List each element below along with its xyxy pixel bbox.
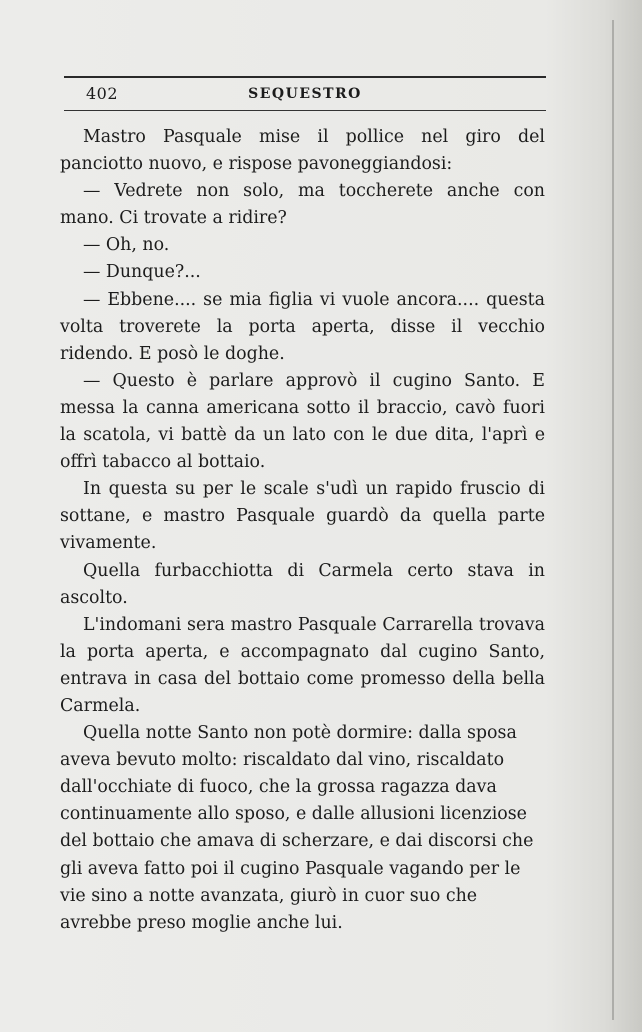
dialogue-line: — Questo è parlare approvò il cugino Santo. E messa la canna americana sotto il braccio, cavò fuori la scatola, vi battè da un lato con le due dita, l'aprì e offrì tabacco al bottaio. bbox=[60, 370, 545, 473]
page-edge-shadow bbox=[612, 20, 632, 1020]
header-rule-bottom bbox=[64, 110, 546, 111]
paragraph: Mastro Pasquale mise il pollice nel giro del panciotto nuovo, e rispose pavoneggiandosi: bbox=[60, 127, 545, 175]
dialogue-line: — Ebbene.... se mia figlia vi vuole ancora.... questa volta troverete la porta aperta, disse il vecchio ridendo. E posò le doghe. bbox=[60, 289, 545, 364]
dialogue-line: — Vedrete non solo, ma toccherete anche con mano. Ci trovate a ridire? bbox=[60, 181, 545, 229]
paragraph: L'indomani sera mastro Pasquale Carrarella trovava la porta aperta, e accompagnato dal cugino Santo, entrava in casa del bottaio come promesso della bella Carmela. bbox=[60, 614, 545, 716]
body-text bbox=[60, 124, 545, 937]
running-header bbox=[64, 84, 546, 108]
dialogue-line: — Oh, no. bbox=[83, 235, 170, 256]
paragraph: Quella notte Santo non potè dormire: dalla sposa aveva bevuto molto: riscaldato dal vino, riscaldato dall'occhiate di fuoco, che la grossa ragazza dava continuamente allo sposo, e dalle allusioni licenziose del bottaio che amava di scherzare, e dai discorsi che gli aveva fatto poi il cugino Pasquale vagando per le vie sino a notte avanzata, giurò in cuor suo che avrebbe preso moglie anche lui. bbox=[60, 723, 534, 933]
paragraph: Quella furbacchiotta di Carmela certo stava in ascolto. bbox=[60, 560, 545, 608]
running-title: SEQUESTRO bbox=[248, 86, 362, 102]
dialogue-line: — Dunque?... bbox=[83, 262, 201, 283]
page-number: 402 bbox=[86, 84, 119, 103]
paragraph: In questa su per le scale s'udì un rapido fruscio di sottane, e mastro Pasquale guardò da quella parte vivamente. bbox=[60, 479, 545, 554]
header-rule-top bbox=[64, 76, 546, 78]
